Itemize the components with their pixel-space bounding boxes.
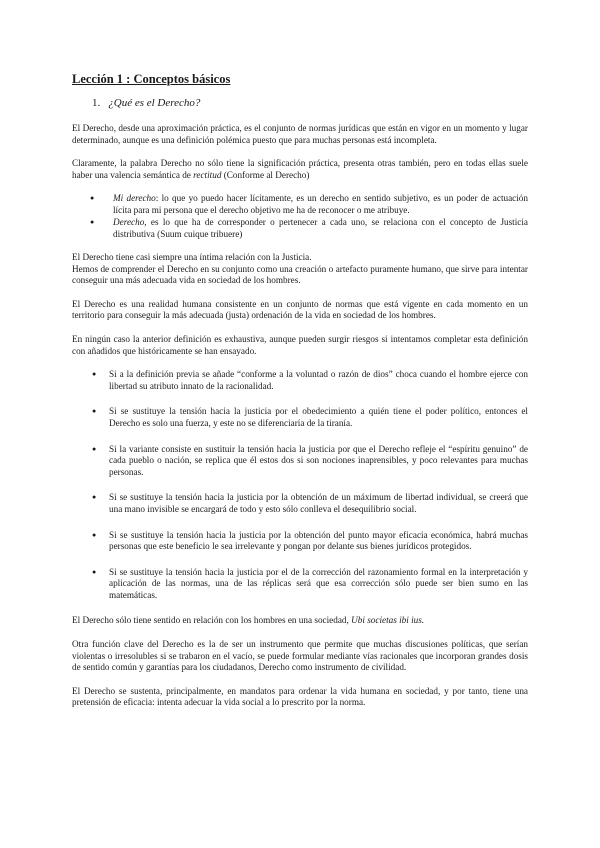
latin-phrase: Ubi societas ibi ius. (351, 615, 425, 626)
list-item-text: , es lo que ha de corresponder o pertenecer a cada uno, se relaciona con el concepto de Justicia distributiva (Suum cuique tribuere) (113, 217, 528, 239)
paragraph-justicia-line1: El Derecho tiene casi siempre una íntima relación con la Justicia. (72, 252, 312, 262)
paragraph-rectitud-pre: Claramente, la palabra Derecho no sólo tiene la significación práctica, presenta otras también, pero en todas ellas suele haber una valencia semántica de (72, 158, 528, 180)
risks-list (72, 369, 528, 601)
list-item: ● Si a la definición previa se añade “conforme a la voluntad o razón de dios” choca cuando el hombre ejerce con libertad su atributo innato de la racionalidad. (72, 369, 528, 392)
list-item: ● Si se sustituye la tensión hacia la justicia por la obtención del punto mayor eficacia económica, habrá muchas personas que este beneficio le sea irrelevante y pongan por delante sus bienes jurídicos protegidos. (72, 530, 528, 553)
paragraph-rectitud-post: (Conforme al Derecho) (221, 169, 310, 180)
section-heading (92, 97, 528, 109)
list-item (76, 193, 528, 216)
paragraph-rectitud (72, 158, 528, 181)
list-item-text: : lo que yo puedo hacer lícitamente, es un derecho en sentido subjetivo, es un poder de actuación lícita para mi persona que el derecho objetivo me ha de reconocer o me atribuye. (113, 193, 528, 215)
paragraph-sociedad (72, 615, 528, 627)
section-number: 1. (92, 97, 101, 109)
list-item: ● Si la variante consiste en sustituir la tensión hacia la justicia por que el Derecho refleje el “espíritu genuino” de cada pueblo o nación, se replica que él estos dos si son nociones inaprensibles, y poco relevantes para muchas personas. (72, 444, 528, 479)
paragraph-justicia-line2: Hemos de comprender el Derecho en su conjunto como una creación o artefacto puramente humano, que sirve para intentar conseguir una más adecuada vida en sociedad de los hombres. (72, 263, 528, 286)
paragraph-eficacia: El Derecho se sustenta, principalmente, en mandatos para ordenar la vida humana en sociedad, y por tanto, tiene una pretensión de eficacia: intenta adecuar la vida social a lo prescrito por la norma. (72, 685, 528, 708)
list-item: ● Si se sustituye la tensión hacia la justicia por el de la corrección del razonamiento formal en la interpretación y aplicación de las normas, una de las réplicas será que esa corrección sólo puede ser bien sumo en las matemáticas. (72, 567, 528, 602)
meanings-list (72, 193, 528, 240)
lesson-title: Lección 1 : Conceptos básicos (72, 72, 231, 86)
paragraph-civilidad: Otra función clave del Derecho es la de ser un instrumento que permite que muchas discusiones políticas, que serían violentas o irresolubles si se trabaron en el vacío, se puede formular mediante vías racionales que incorporan grandes dosis de sentido común y garantías para los ciudadanos, Derecho como instrumento de civilidad. (72, 639, 528, 673)
paragraph-sociedad-pre: El Derecho sólo tiene sentido en relación con los hombres en una sociedad, (72, 615, 352, 626)
term-rectitud: rectitud (193, 169, 222, 180)
list-item: ● Si se sustituye la tensión hacia la justicia por el obedecimiento a quién tiene el poder político, entonces el Derecho es solo una fuerza, y este no se diferenciaría de la tiranía. (72, 406, 528, 429)
section-title: ¿Qué es el Derecho? (108, 97, 201, 109)
paragraph-exhaustiva: En ningún caso la anterior definición es exhaustiva, aunque pueden surgir riesgos si intentamos completar esta definición con añadidos que históricamente se han ensayado. (72, 333, 528, 356)
list-item-term: Derecho (113, 217, 145, 228)
paragraph-realidad-humana: El Derecho es una realidad humana consistente en un conjunto de normas que está vigente en cada momento en un territorio para conseguir la más adecuada (justa) ordenación de la vida en sociedad de los hombres. (72, 298, 528, 321)
list-item-term: Mi derecho (113, 193, 156, 204)
paragraph-justicia (72, 252, 528, 287)
paragraph-definition: El Derecho, desde una aproximación práctica, es el conjunto de normas jurídicas que están en vigor en un momento y lugar determinado, aunque es una definición polémica puesto que para muchas personas está incompleta. (72, 123, 528, 145)
list-item: ● Si se sustituye la tensión hacia la justicia por la obtención de un máximum de libertad individual, se creerá que una mano invisible se encargará de todo y esto sólo conlleva el desequilibrio social. (72, 492, 528, 515)
list-item (76, 217, 528, 240)
